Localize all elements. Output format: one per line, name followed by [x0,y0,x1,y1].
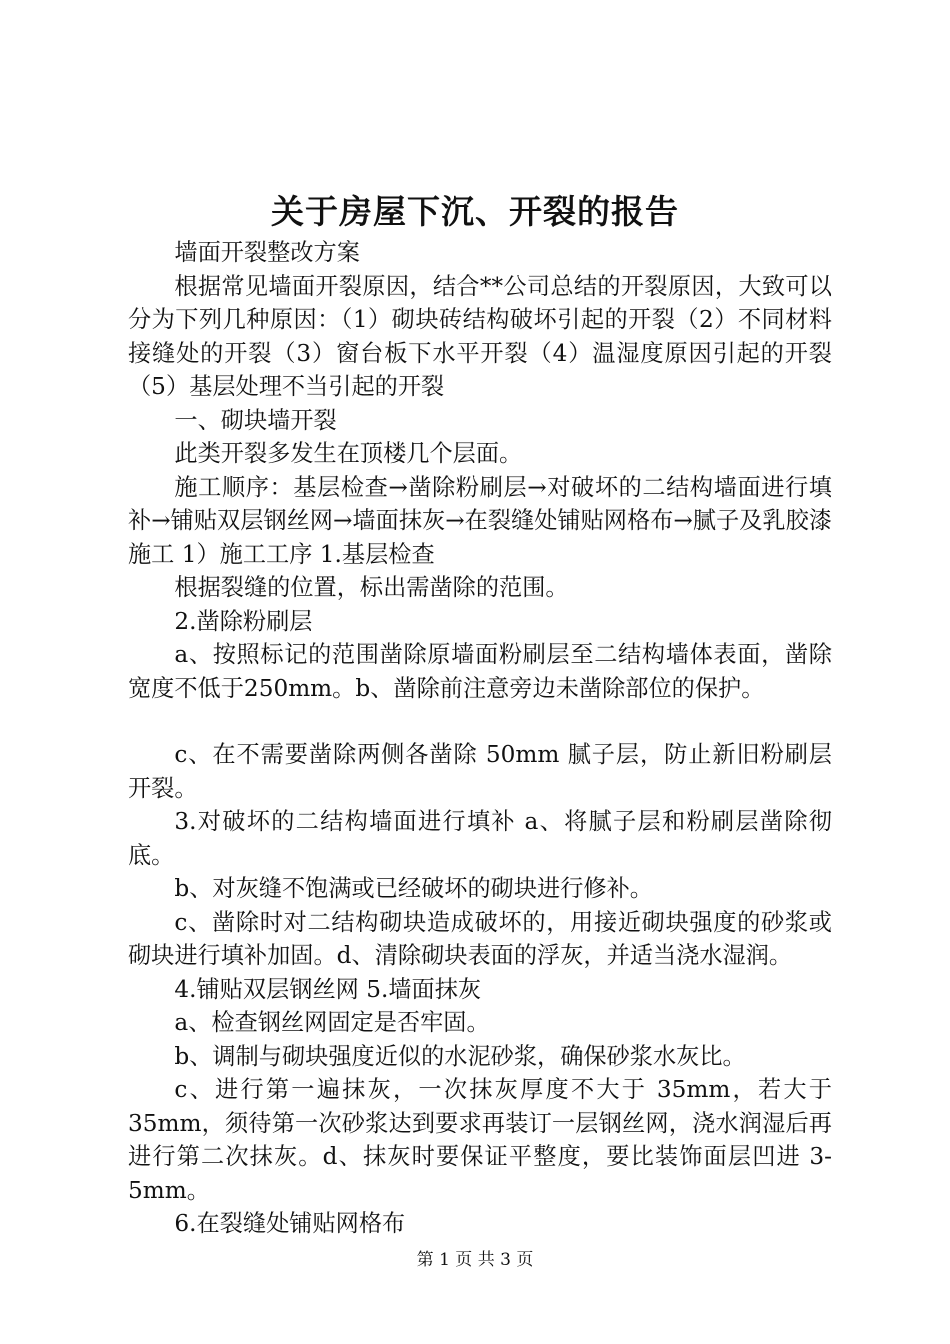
paragraph: 施工顺序：基层检查→凿除粉刷层→对破坏的二结构墙面进行填补→铺贴双层钢丝网→墙面抹灰→在裂缝处铺贴网格布→腻子及乳胶漆施工 1）施工工序 1.基层检查 [128,473,832,568]
paragraph: 根据裂缝的位置，标出需凿除的范围。 [174,574,569,601]
paragraph: c、进行第一遍抹灰，一次抹灰厚度不大于 35mm，若大于35mm，须待第一次砂浆达到要求再装订一层钢丝网，浇水润湿后再进行第二次抹灰。d、抹灰时要保证平整度，要比装饰面层凹进 3-5mm。 [128,1076,832,1204]
paragraph: 墙面开裂整改方案 [174,239,360,266]
document-body [128,236,832,1241]
paragraph: b、调制与砌块强度近似的水泥砂浆，确保砂浆水灰比。 [174,1042,746,1070]
paragraph: c、在不需要凿除两侧各凿除 50mm 腻子层，防止新旧粉刷层开裂。 [128,741,832,802]
step-heading: 2.凿除粉刷层 [174,607,313,635]
paragraph: 此类开裂多发生在顶楼几个层面。 [174,440,523,467]
paragraph: b、对灰缝不饱满或已经破坏的砌块进行修补。 [174,875,653,902]
document-title: 关于房屋下沉、开裂的报告 [271,192,679,231]
paragraph: a、检查钢丝网固定是否牢固。 [174,1009,490,1036]
page-footer: 第 1 页 共 3 页 [416,1250,534,1270]
step-heading: 6.在裂缝处铺贴网格布 [174,1210,406,1237]
section-heading: 一、砌块墙开裂 [174,406,337,434]
paragraph: c、凿除时对二结构砌块造成破坏的，用接近砌块强度的砂浆或砌块进行填补加固。d、清除砌块表面的浮灰，并适当浇水湿润。 [128,908,832,969]
paragraph: 根据常见墙面开裂原因，结合**公司总结的开裂原因，大致可以分为下列几种原因：（1）砌块砖结构破坏引起的开裂（2）不同材料接缝处的开裂（3）窗台板下水平开裂（4）温湿度原因引起的开裂（5）基层处理不当引起的开裂 [128,272,832,400]
paragraph: a、按照标记的范围凿除原墙面粉刷层至二结构墙体表面，凿除宽度不低于250mm。b、凿除前注意旁边未凿除部位的保护。 [128,641,832,702]
step-heading: 4.铺贴双层钢丝网 5.墙面抹灰 [174,975,482,1003]
paragraph: 3.对破坏的二结构墙面进行填补 a、将腻子层和粉刷层凿除彻底。 [128,808,832,869]
